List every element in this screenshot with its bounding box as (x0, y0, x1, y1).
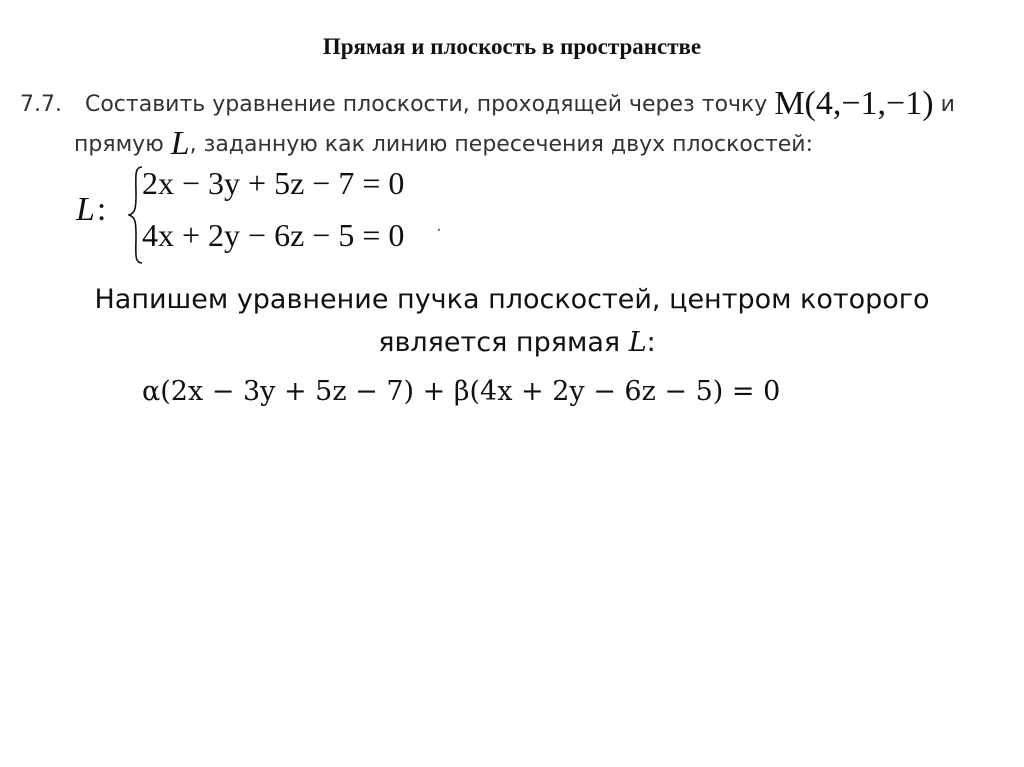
system-label (76, 191, 106, 229)
solution-text-2-end: : (646, 327, 656, 358)
solution-line-2 (10, 321, 1024, 364)
problem-line-2 (74, 125, 813, 163)
equation-system (76, 165, 496, 265)
problem-text-2-start: прямую (74, 132, 164, 157)
slide-title: Прямая и плоскость в пространстве (322, 34, 702, 59)
problem-text-2-end: , заданную как линию пересечения двух плоскостей: (189, 132, 814, 157)
problem-text-1: Составить уравнение плоскости, проходящей через точку (84, 92, 768, 117)
system-label-colon: : (96, 191, 107, 228)
point-m: M(4,−1,−1) (774, 85, 934, 122)
line-l-symbol: L (170, 125, 190, 162)
plane-bundle-equation: α(2x − 3y + 5z − 7) + β(4x + 2y − 6z − 5) = 0 (142, 376, 781, 407)
solution-text (0, 278, 1024, 364)
problem-number: 7.7. (20, 92, 62, 117)
system-equation-1: 2x − 3y + 5z − 7 = 0 (142, 165, 405, 201)
problem-line-1 (20, 85, 955, 123)
problem-text-1-end: и (940, 92, 955, 117)
solution-text-2-start: является прямая (378, 327, 621, 358)
system-equation-2: 4x + 2y − 6z − 5 = 0 (142, 217, 405, 253)
solution-line-l-symbol: L (628, 327, 647, 358)
system-period: . (436, 215, 442, 236)
system-label-letter: L (76, 191, 95, 228)
solution-line-1: Напишем уравнение пучка плоскостей, центром которого (94, 284, 930, 315)
